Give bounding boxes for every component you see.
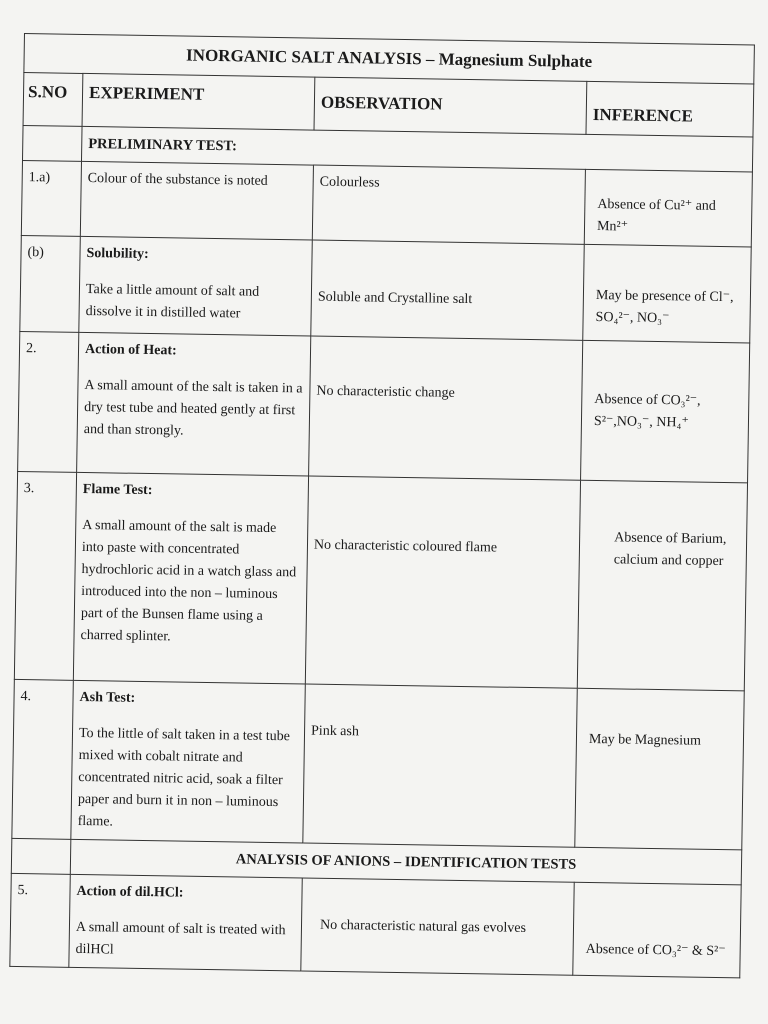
- row-observation: Pink ash: [303, 684, 577, 847]
- table-row: [10, 873, 741, 977]
- row-inference: May be Magnesium: [575, 688, 744, 850]
- row-sno: 5.: [10, 873, 70, 967]
- page-title: INORGANIC SALT ANALYSIS – Magnesium Sulphate: [24, 34, 755, 84]
- empty-cell: [11, 838, 71, 874]
- row-sno: 4.: [12, 679, 73, 839]
- table-row: [12, 679, 744, 849]
- row-sno: 3.: [14, 471, 76, 680]
- row-observation: No characteristic coloured flame: [305, 476, 580, 688]
- row-sno: 1.a): [21, 160, 81, 236]
- header-experiment: EXPERIMENT: [82, 73, 315, 130]
- header-observation: OBSERVATION: [314, 77, 587, 134]
- analysis-table: [9, 33, 755, 978]
- row-experiment-text: Take a little amount of salt and dissolve it in distilled water: [85, 282, 260, 322]
- header-inference: INFERENCE: [586, 81, 754, 137]
- row-observation: Soluble and Crystalline salt: [311, 240, 584, 340]
- table-row: [20, 235, 751, 342]
- row-inference: Absence of Cu²⁺ and Mn²⁺: [584, 169, 752, 247]
- row-experiment: [73, 472, 308, 684]
- row-heading: Flame Test:: [82, 481, 153, 499]
- row-heading: Action of dil.HCl:: [76, 883, 184, 901]
- row-experiment-text: A small amount of the salt is taken in a dry test tube and heated gently at first and than strongly.: [83, 377, 303, 439]
- row-inference: Absence of CO₃²⁻ & S²⁻: [573, 882, 741, 978]
- row-experiment: [77, 332, 311, 476]
- row-heading: Action of Heat:: [84, 341, 177, 359]
- row-inference: Absence of CO₃²⁻, S²⁻,NO₃⁻, NH₄⁺: [581, 340, 750, 483]
- row-experiment-text: Colour of the substance is noted: [87, 171, 268, 189]
- section-anions: ANALYSIS OF ANIONS – IDENTIFICATION TESTS: [70, 839, 741, 885]
- row-experiment: [80, 161, 313, 240]
- row-experiment: [71, 680, 305, 843]
- row-sno: 2.: [18, 331, 79, 472]
- table-row: [14, 471, 747, 690]
- row-inference: Absence of Barium, calcium and copper: [577, 480, 747, 691]
- row-sno: (b): [20, 235, 81, 332]
- row-inference: May be presence of Cl⁻, SO₄²⁻, NO₃⁻: [583, 244, 752, 343]
- row-experiment-text: A small amount of salt is treated with dilHCl: [75, 919, 286, 958]
- row-observation: No characteristic change: [309, 336, 583, 480]
- salt-analysis-sheet: [9, 33, 754, 978]
- empty-cell: [22, 125, 82, 161]
- row-observation: No characteristic natural gas evolves: [301, 878, 574, 975]
- row-experiment-text: A small amount of the salt is made into paste with concentrated hydrochloric acid in a watch glass and introduced into the non – luminous part of the Bunsen flame using a charred splinter.: [80, 517, 297, 645]
- row-experiment: [79, 236, 312, 336]
- table-row: [18, 331, 750, 482]
- header-sno: S.NO: [23, 73, 83, 127]
- section-preliminary: PRELIMINARY TEST:: [81, 126, 752, 172]
- row-experiment-text: To the little of salt taken in a test tube mixed with cobalt nitrate and concentrated nitric acid, soak a filter paper and burn it in non – luminous flame.: [77, 725, 291, 830]
- row-observation: Colourless: [312, 165, 585, 244]
- row-experiment: [69, 874, 302, 971]
- row-heading: Ash Test:: [79, 689, 136, 706]
- row-heading: Solubility:: [86, 246, 149, 262]
- table-row: [21, 160, 752, 246]
